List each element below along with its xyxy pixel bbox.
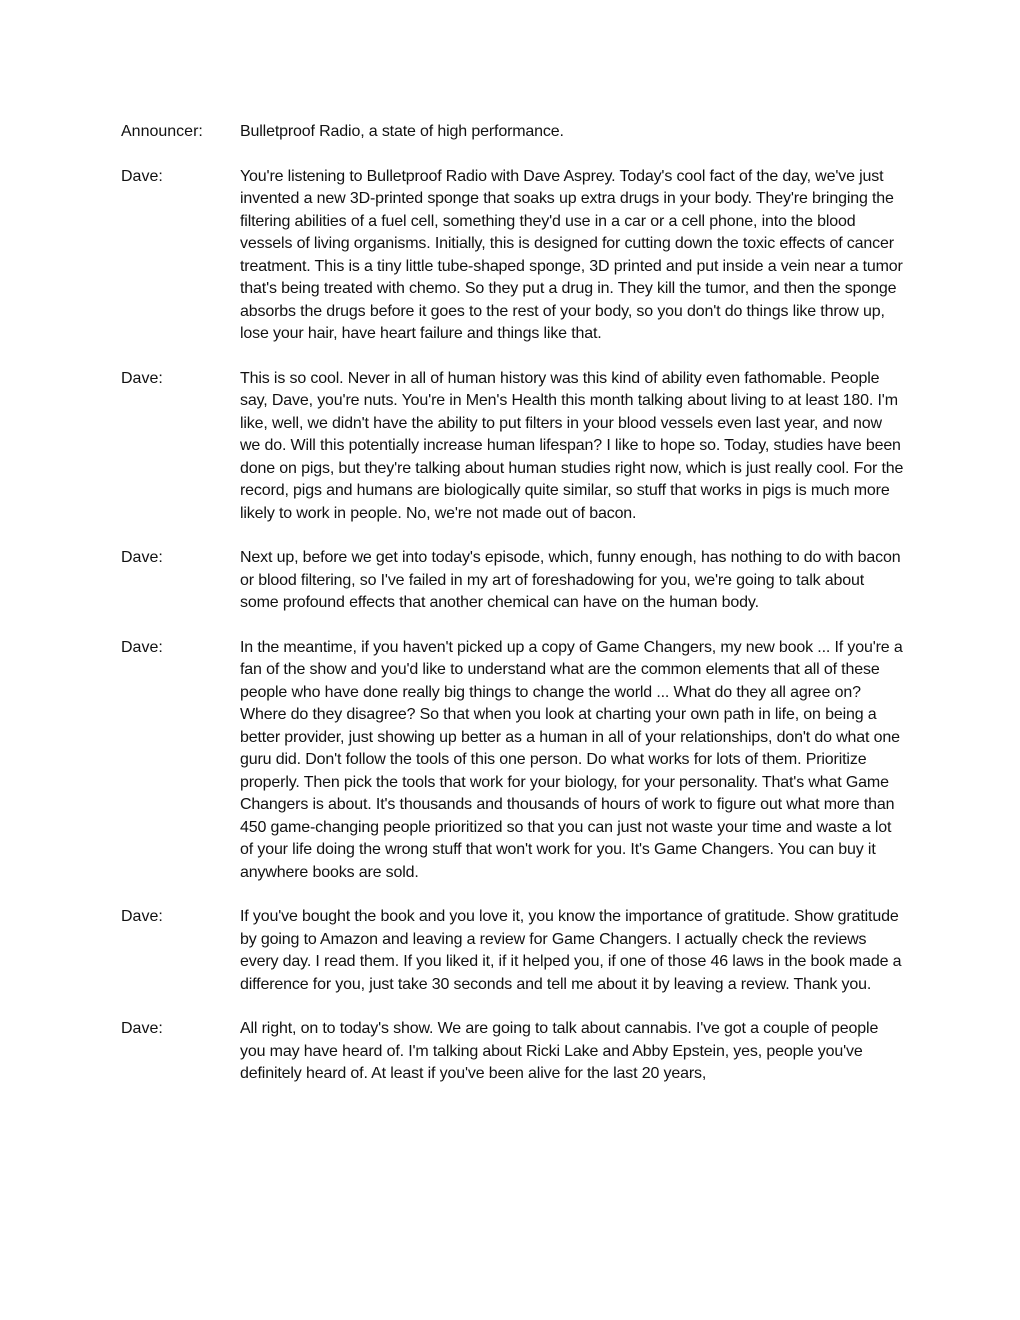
speaker-label: Dave: xyxy=(121,369,163,387)
transcript-entry xyxy=(121,906,911,996)
dialogue-text: This is so cool. Never in all of human history was this kind of ability even fathomable. People say, Dave, you're nuts. You're in Men's Health this month talking about living to at least 180. I'm like, well, we didn't have the ability to put filters in your blood vessels even last year, and now we do. Will this potentially increase human lifespan? I like to hope so. Today, studies have been done on pigs, but they're talking about human studies right now, which is just really cool. For the record, pigs and humans are biologically quite similar, so stuff that works in pigs is much more likely to work in people. No, we're not made out of bacon. xyxy=(240,369,904,522)
transcript-entry xyxy=(121,1018,911,1086)
transcript-entry xyxy=(121,368,911,526)
speaker-label: Announcer: xyxy=(121,123,203,140)
dialogue-text: Bulletproof Radio, a state of high performance. xyxy=(240,123,564,140)
speaker-label: Dave: xyxy=(121,549,163,566)
speaker-label: Dave: xyxy=(121,167,163,185)
speaker-label: Dave: xyxy=(121,1020,163,1037)
dialogue-text: You're listening to Bulletproof Radio with Dave Asprey. Today's cool fact of the day, we've just invented a new 3D-printed sponge that soaks up extra drugs in your body. They're bringing the filtering abilities of a fuel cell, something they'd use in a car or a cell phone, into the blood vessels of living organisms. Initially, this is designed for cutting down the toxic effects of cancer treatment. This is a tiny little tube-shaped sponge, 3D printed and put inside a vein near a tumor that's being treated with chemo. So they put a drug in. They kill the tumor, and then the sponge absorbs the drugs before it goes to the rest of your body, so you don't do things like throw up, lose your hair, have heart failure and things like that. xyxy=(240,167,903,342)
speaker-label: Dave: xyxy=(121,638,163,656)
transcript-entry xyxy=(121,166,911,346)
speaker-label: Dave: xyxy=(121,908,163,925)
transcript-entry xyxy=(121,121,911,144)
transcript-entry xyxy=(121,637,911,885)
dialogue-text: All right, on to today's show. We are going to talk about cannabis. I've got a couple of people you may have heard of. I'm talking about Ricki Lake and Abby Epstein, yes, people you've definitely heard of. At least if you've been alive for the last 20 years, xyxy=(240,1020,879,1082)
transcript-body xyxy=(121,121,911,1108)
dialogue-text: Next up, before we get into today's episode, which, funny enough, has nothing to do with bacon or blood filtering, so I've failed in my art of foreshadowing for you, we're going to talk about some profound effects that another chemical can have on the human body. xyxy=(240,549,901,611)
dialogue-text: If you've bought the book and you love it, you know the importance of gratitude. Show gratitude by going to Amazon and leaving a review for Game Changers. I actually check the reviews every day. I read them. If you liked it, if it helped you, if one of those 46 laws in the book made a difference for you, just take 30 seconds and tell me about it by leaving a review. Thank you. xyxy=(240,908,902,993)
transcript-entry xyxy=(121,547,911,615)
dialogue-text: In the meantime, if you haven't picked up a copy of Game Changers, my new book ... If you're a fan of the show and you'd like to understand what are the common elements that all of these people who have done really big things to change the world ... What do they all agree on? Where do they disagree? So that when you look at charting your own path in life, on being a better provider, just showing up better as a human in all of your relationships, don't do what one guru did. Don't follow the tools of this one person. Do what works for lots of them. Prioritize properly. Then pick the tools that work for your biology, for your personality. That's what Game Changers is about. It's thousands and thousands of hours of work to figure out what more than 450 game-changing people prioritized so that you can just not waste your time and waste a lot of your life doing the wrong stuff that won't work for you. It's Game Changers. You can buy it anywhere books are sold. xyxy=(240,638,903,881)
